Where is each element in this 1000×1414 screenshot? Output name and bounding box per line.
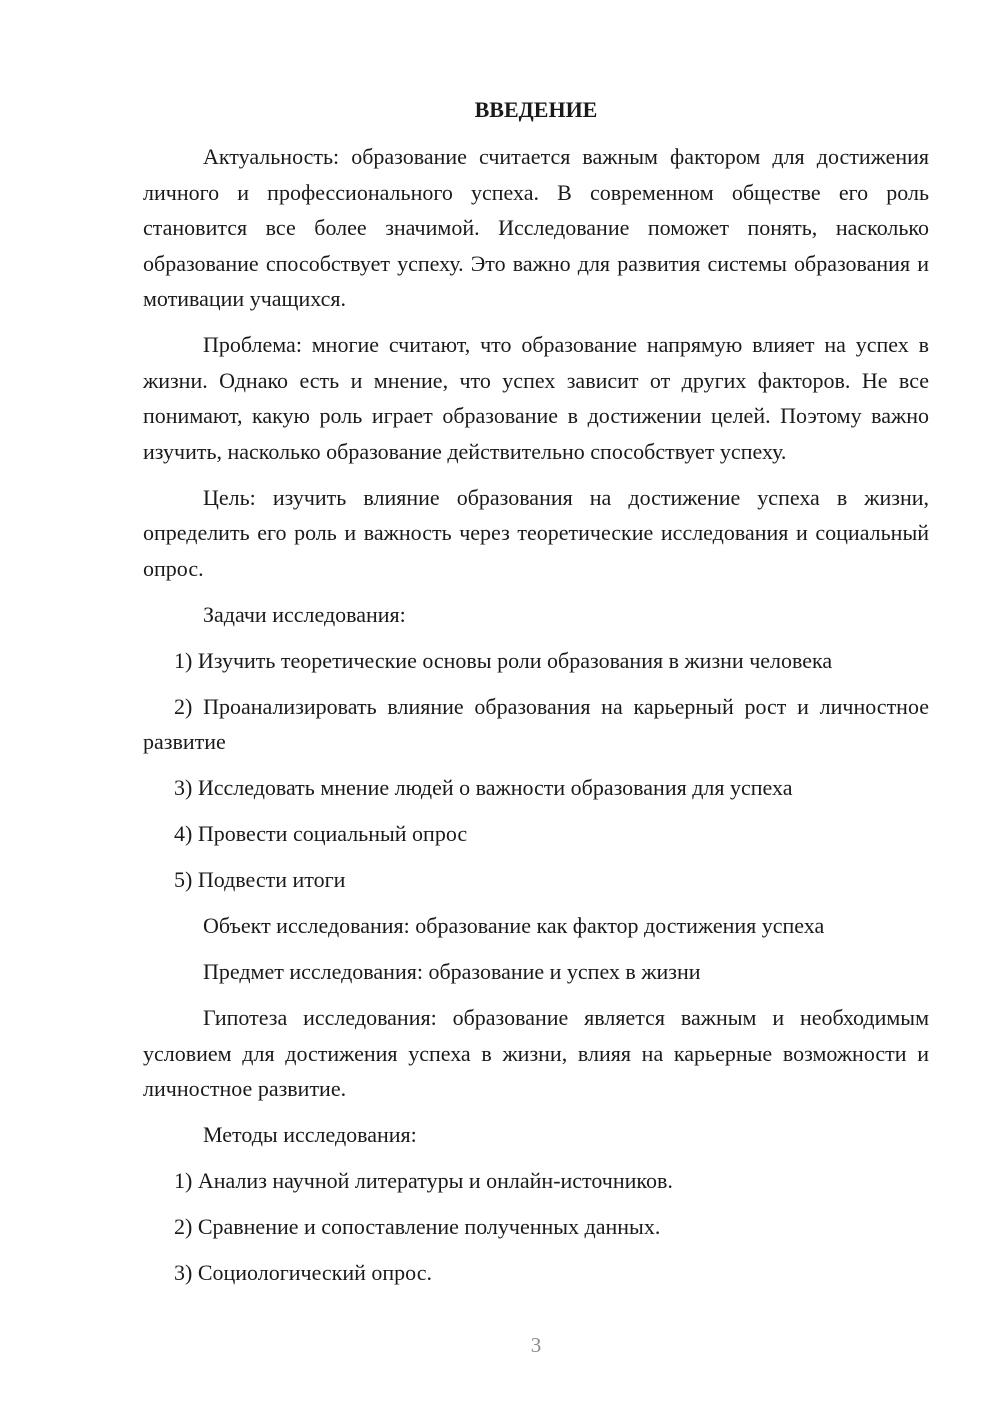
methods-heading: Методы исследования: (203, 1122, 417, 1147)
hypothesis-paragraph: Гипотеза исследования: образование является важным и необходимым условием для достижения успеха в жизни, влияя на карьерные возможности и личностное развитие. (143, 1005, 929, 1101)
object-line: Объект исследования: образование как фактор достижения успеха (203, 913, 825, 938)
task-item: 2) Проанализировать влияние образования на карьерный рост и личностное развитие (143, 693, 929, 754)
task-item: 4) Провести социальный опрос (174, 821, 468, 846)
section-title: ВВЕДЕНИЕ (474, 97, 598, 122)
goal-paragraph: Цель: изучить влияние образования на достижение успеха в жизни, определить его роль и важность через теоретические исследования и социальный опрос. (143, 484, 929, 581)
method-item: 1) Анализ научной литературы и онлайн-источников. (174, 1168, 673, 1193)
document-page (143, 92, 929, 1301)
problem-paragraph: Проблема: многие считают, что образование напрямую влияет на успех в жизни. Однако есть и мнение, что успех зависит от других факторов. Не все понимают, какую роль играет образование в достижении целей. Поэтому важно изучить, насколько образование действительно способствует успеху. (143, 332, 929, 464)
relevance-paragraph: Актуальность: образование считается важным фактором для достижения личного и профессионального успеха. В современном обществе его роль становится все более значимой. Исследование поможет понять, насколько образование способствует успеху. Это важно для развития системы образования и мотивации учащихся. (143, 144, 929, 311)
task-item: 1) Изучить теоретические основы роли образования в жизни человека (174, 647, 833, 673)
task-item: 5) Подвести итоги (174, 867, 346, 892)
method-item: 2) Сравнение и сопоставление полученных данных. (174, 1214, 661, 1239)
page-number: 3 (530, 1333, 542, 1357)
tasks-heading: Задачи исследования: (203, 601, 406, 627)
method-item: 3) Социологический опрос. (174, 1260, 432, 1285)
task-item: 3) Исследовать мнение людей о важности образования для успеха (174, 775, 793, 800)
subject-line: Предмет исследования: образование и успех в жизни (203, 959, 701, 984)
